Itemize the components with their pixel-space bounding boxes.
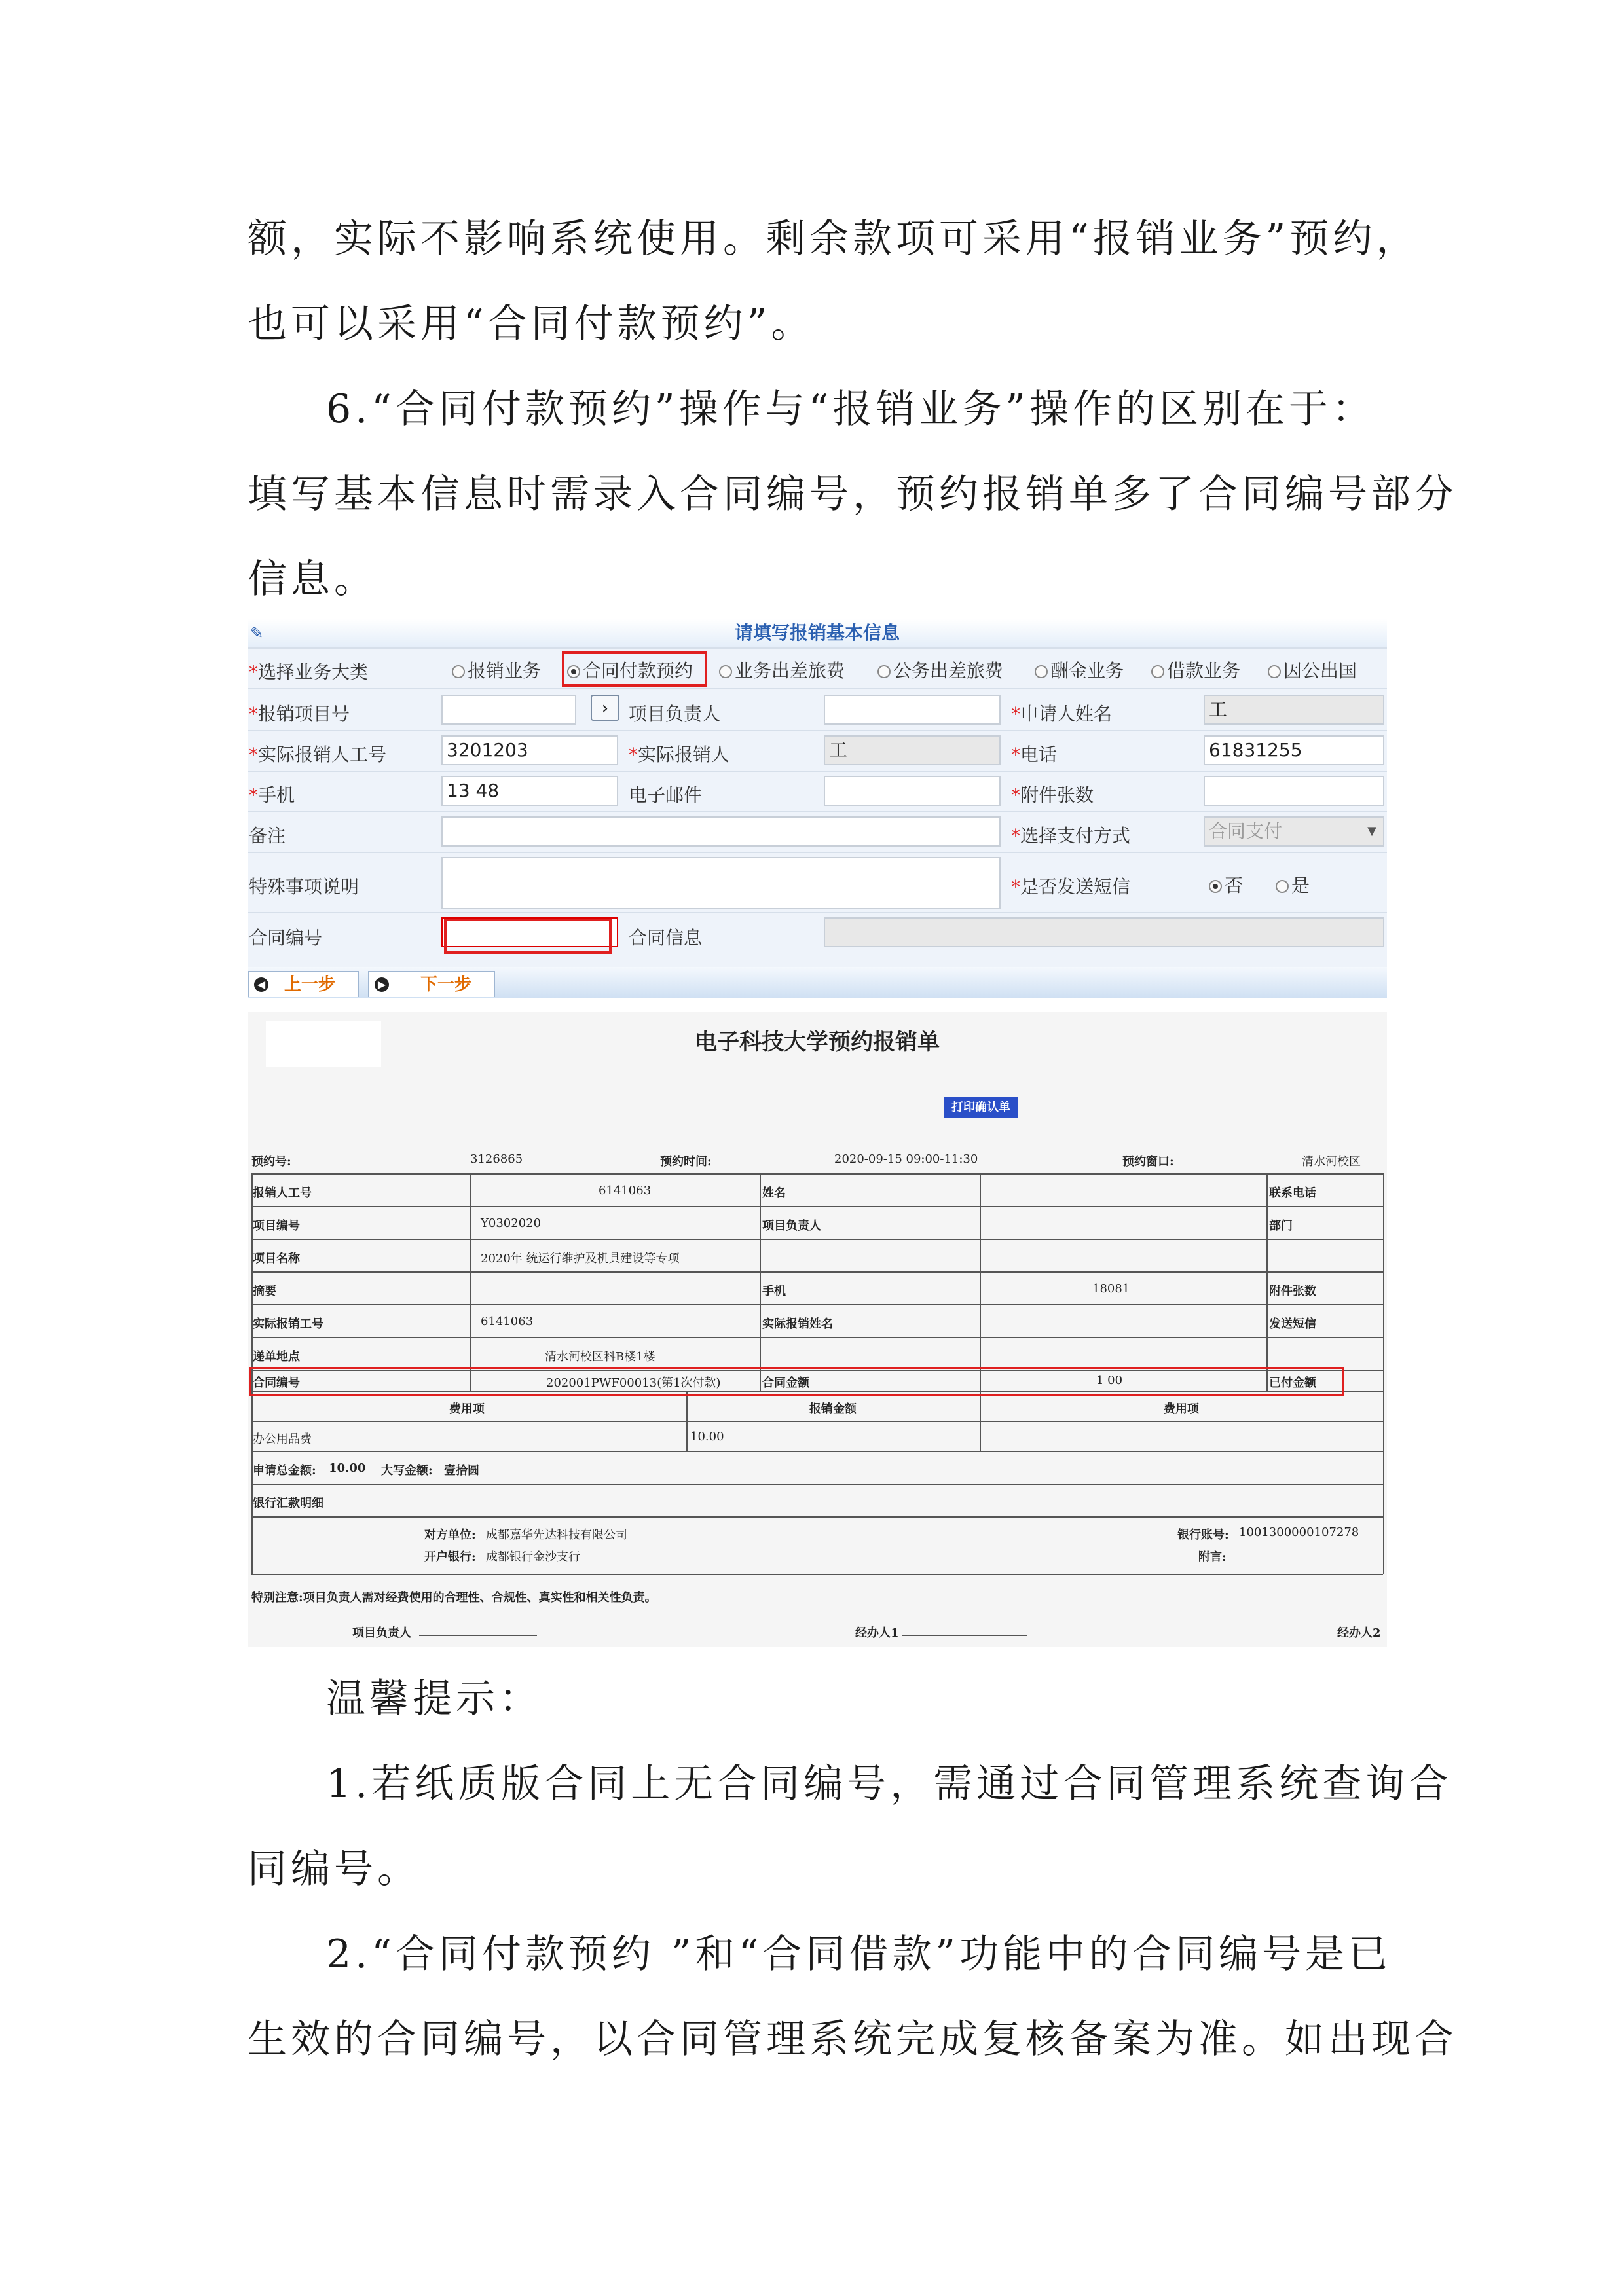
expense-amount: 10.00: [690, 1430, 724, 1444]
amount-header: 报销金额: [809, 1402, 857, 1416]
project-no: Y0302020: [481, 1216, 542, 1230]
applicant-name-label: *申请人姓名: [1011, 703, 1113, 725]
table-line: [1266, 1173, 1268, 1391]
actual-no: 6141063: [481, 1315, 534, 1328]
employee-no-label: *实际报销人工号: [249, 744, 387, 765]
paragraph-line: 信息。: [248, 556, 377, 602]
contract-no: 202001PWF00013(第1次付款): [546, 1376, 721, 1390]
prev-button[interactable]: ◀ 上一步: [248, 971, 359, 997]
next-button[interactable]: ▶ 下一步: [368, 971, 495, 997]
bank-section-label: 银行汇款明细: [253, 1497, 323, 1510]
paragraph-line: 生效的合同编号，以合同管理系统完成复核备案为准。如出现合: [248, 2016, 1458, 2062]
name-label: 姓名: [762, 1186, 786, 1200]
paragraph-line: 填写基本信息时需录入合同编号，预约报销单多了合同编号部分: [248, 471, 1458, 517]
table-line: [251, 1304, 1383, 1305]
table-line: [251, 1484, 1383, 1485]
table-line: [251, 1239, 1383, 1240]
mobile-value: 18081: [1092, 1282, 1130, 1296]
mobile-label: *手机: [249, 784, 295, 806]
contract-amount: 1 00: [1096, 1374, 1123, 1387]
print-button[interactable]: 打印确认单: [944, 1097, 1018, 1118]
bank: 成都银行金沙支行: [486, 1550, 580, 1564]
sign-leader: 项目负责人: [352, 1626, 411, 1640]
tips-title: 温馨提示：: [326, 1676, 542, 1722]
employee-row: [248, 730, 1387, 772]
notice: 特别注意:项目负责人需对经费使用的合理性、合规性、真实性和相关性负责。: [251, 1591, 657, 1605]
contract-info-input: [824, 917, 1384, 947]
radio-overseas[interactable]: 因公出国: [1268, 657, 1357, 683]
emp-no-label: 报销人工号: [253, 1186, 312, 1200]
expense-item: 办公用品费: [253, 1432, 312, 1446]
project-search-button[interactable]: [591, 695, 619, 721]
project-leader-label: 项目负责人: [762, 1219, 821, 1233]
paragraph-line: 1.若纸质版合同上无合同编号，需通过合同管理系统查询合: [326, 1761, 1452, 1807]
business-type-label: *选择业务大类: [249, 661, 369, 683]
total-value: 10.00: [329, 1461, 366, 1475]
phone-label: *电话: [1011, 744, 1058, 765]
employee-no-input[interactable]: 3201203: [441, 735, 618, 765]
contract-amount-label: 合同金额: [762, 1376, 809, 1390]
signature-line: [902, 1635, 1027, 1636]
arrow-left-icon: ◀: [254, 977, 268, 992]
radio-reimbursement[interactable]: 报销业务: [452, 657, 541, 683]
remarks-row: [248, 811, 1387, 853]
attach-count-label: 附件张数: [1269, 1285, 1316, 1298]
send-sms-label: 发送短信: [1269, 1317, 1316, 1331]
upper-value: 壹拾圆: [444, 1464, 479, 1478]
submit-place: 清水河校区科B楼1楼: [545, 1350, 655, 1364]
special-textarea[interactable]: [441, 857, 1001, 909]
table-line: [251, 1337, 1383, 1338]
payee-label: 对方单位:: [424, 1528, 476, 1542]
project-leader-label: 项目负责人: [629, 703, 721, 725]
emp-no: 6141063: [599, 1184, 652, 1197]
submit-place-label: 递单地点: [253, 1350, 300, 1364]
booking-no-label: 预约号:: [251, 1155, 291, 1169]
table-line: [251, 1516, 1383, 1518]
project-no-label: *报销项目号: [249, 703, 350, 725]
attachments-input[interactable]: [1204, 776, 1384, 806]
project-leader-input[interactable]: [824, 695, 1001, 725]
table-line: [251, 1451, 1383, 1452]
remarks-label: 备注: [249, 825, 286, 847]
expense-item-header-2: 费用项: [1164, 1402, 1199, 1416]
account-label: 银行账号:: [1177, 1528, 1229, 1542]
sms-label: *是否发送短信: [1011, 876, 1131, 898]
table-line: [251, 1574, 1383, 1575]
highlight-box: [249, 1367, 1344, 1396]
actual-person-input: 工: [824, 735, 1001, 765]
email-input[interactable]: [824, 776, 1001, 806]
arrow-right-icon: ▶: [375, 977, 389, 992]
upper-label: 大写金额:: [381, 1464, 433, 1478]
paragraph-line: 也可以采用“合同付款预约”。: [248, 301, 815, 347]
paragraph-line: 6.“合同付款预约”操作与“报销业务”操作的区别在于：: [326, 386, 1375, 432]
expense-item-header: 费用项: [449, 1402, 485, 1416]
dropdown-arrow-icon: ▼: [1367, 824, 1376, 838]
chevron-right-icon: ›: [601, 699, 609, 718]
booking-no: 3126865: [470, 1152, 523, 1166]
table-line: [760, 1173, 761, 1391]
project-no-input[interactable]: [441, 695, 576, 725]
contract-no-label: 合同编号: [249, 927, 323, 949]
contract-info-label: 合同信息: [629, 927, 703, 949]
sign-handler1: 经办人1: [855, 1626, 899, 1640]
highlight-box: [444, 919, 612, 954]
applicant-name-input: 工: [1204, 695, 1384, 725]
summary-label: 摘要: [253, 1285, 276, 1298]
note-label: 附言:: [1198, 1550, 1227, 1564]
contact-label: 联系电话: [1269, 1186, 1316, 1200]
highlight-box: [562, 651, 707, 687]
total-label: 申请总金额:: [253, 1464, 316, 1478]
payment-method-label: *选择支付方式: [1011, 825, 1131, 847]
dept-label: 部门: [1269, 1219, 1293, 1233]
form-title: 请填写报销基本信息: [734, 622, 900, 644]
radio-official-travel[interactable]: 公务出差旅费: [877, 657, 1003, 683]
project-name: 2020年 统运行维护及机具建设等专项: [481, 1252, 680, 1266]
window-label: 预约窗口:: [1122, 1155, 1174, 1169]
table-line: [251, 1522, 253, 1570]
mobile-input[interactable]: 13 48: [441, 776, 618, 806]
actual-person-label: *实际报销人: [629, 744, 730, 765]
paragraph-line: 2.“合同付款预约 ”和“合同借款”功能中的合同编号是已: [326, 1931, 1392, 1977]
sms-no-radio[interactable]: 否: [1209, 871, 1243, 898]
bank-label: 开户银行:: [424, 1550, 476, 1564]
booking-time: 2020-09-15 09:00-11:30: [834, 1152, 978, 1166]
actual-name-label: 实际报销姓名: [762, 1317, 833, 1331]
paid-amount-label: 已付金额: [1269, 1376, 1316, 1390]
contract-row: [248, 912, 1387, 968]
form-title-bar: [248, 619, 1387, 647]
table-line: [251, 1173, 1383, 1175]
mobile-label: 手机: [762, 1285, 786, 1298]
email-label: 电子邮件: [629, 784, 703, 806]
radio-contract-payment[interactable]: 合同付款预约: [567, 657, 693, 683]
reimbursement-form: [248, 619, 1387, 998]
radio-loan[interactable]: 借款业务: [1151, 657, 1240, 683]
table-line: [251, 1206, 1383, 1207]
table-line: [251, 1421, 1383, 1422]
contract-no-label: 合同编号: [253, 1376, 300, 1390]
remarks-input[interactable]: [441, 816, 1001, 847]
attachments-label: *附件张数: [1011, 784, 1094, 806]
wizard-nav: [248, 967, 1387, 998]
sign-handler2: 经办人2: [1337, 1626, 1381, 1640]
receipt-title: 电子科技大学预约报销单: [695, 1029, 940, 1055]
table-line: [470, 1173, 471, 1391]
account: 1001300000107278: [1239, 1525, 1359, 1539]
radio-business-travel[interactable]: 业务出差旅费: [719, 657, 845, 683]
payee: 成都嘉华先达科技有限公司: [486, 1528, 627, 1542]
payment-method-select[interactable]: 合同支付 ▼: [1204, 816, 1384, 847]
sms-yes-radio[interactable]: 是: [1276, 871, 1310, 898]
mobile-row: [248, 771, 1387, 812]
business-type-row: [248, 647, 1387, 689]
paragraph-line: 额，实际不影响系统使用。剩余款项可采用“报销业务”预约，: [248, 216, 1420, 262]
signature-line: [419, 1635, 537, 1636]
special-row: [248, 852, 1387, 913]
booking-receipt: [248, 1012, 1387, 1647]
edit-icon: ✎: [250, 624, 264, 642]
actual-no-label: 实际报销工号: [253, 1317, 323, 1331]
project-row: [248, 688, 1387, 731]
window-value: 清水河校区: [1302, 1155, 1361, 1169]
table-line: [251, 1271, 1383, 1273]
paragraph-line: 同编号。: [248, 1846, 420, 1892]
project-name-label: 项目名称: [253, 1252, 300, 1266]
phone-input[interactable]: 61831255: [1204, 735, 1384, 765]
table-line: [980, 1173, 981, 1391]
table-line: [1383, 1173, 1384, 1574]
project-no-label: 项目编号: [253, 1219, 300, 1233]
booking-time-label: 预约时间:: [660, 1155, 712, 1169]
radio-remuneration[interactable]: 酬金业务: [1035, 657, 1124, 683]
special-label: 特殊事项说明: [249, 876, 360, 898]
